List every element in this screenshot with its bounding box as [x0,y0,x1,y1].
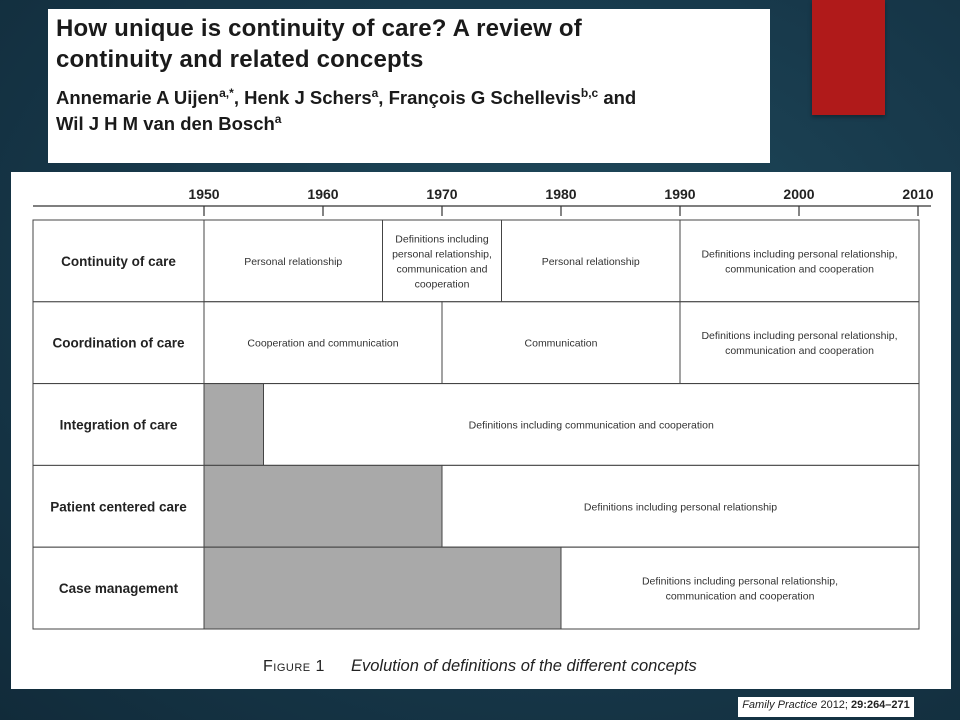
author [244,87,388,108]
segment-text: personal relationship, [392,248,492,261]
row-label: Patient centered care [50,499,187,515]
segment-text: communication and [396,263,488,276]
segment-text: Cooperation and communication [247,337,399,350]
axis-tick-label: 2000 [783,186,815,202]
segment-shaded [204,465,442,547]
author-separator: and [598,87,637,108]
segment-box [680,302,919,384]
axis-tick-label: 1950 [188,186,220,202]
paper-header [48,9,770,163]
segment-text: Definitions including personal relationship, [641,575,839,588]
timeline-row [33,465,919,547]
citation-year: 2012; [820,699,848,711]
figure-panel [11,172,951,689]
segment-text: communication and cooperation [665,590,815,603]
author-name: Wil J H M van den Bosch [56,113,275,134]
citation-journal: Family Practice [742,699,818,711]
segment-text: Definitions including personal relationship, [701,330,898,343]
axis-tick-label: 2010 [902,186,934,202]
caption-text: Evolution of definitions of the different concepts [351,657,697,675]
segment-box [561,547,919,629]
axis-tick-label: 1990 [664,186,696,202]
timeline-rows [33,220,919,629]
timeline-axis [33,186,934,216]
segment-text: communication and cooperation [725,345,874,358]
author-affiliation: a [371,85,379,100]
timeline-row [33,302,919,384]
segment-text: Communication [524,337,598,350]
author [389,87,637,108]
row-label: Continuity of care [61,253,176,269]
author [56,87,244,108]
timeline-row [33,547,919,629]
segment-text: cooperation [414,278,470,291]
segment-text: Personal relationship [244,255,343,268]
segment-box [680,220,919,302]
row-label: Case management [58,581,179,597]
author-name: Annemarie A Uijen [56,87,220,108]
author-affiliation: b,c [580,85,599,100]
author-affiliation: a [274,111,282,126]
author-separator: , [378,87,389,108]
axis-tick-label: 1970 [426,186,458,202]
citation [738,697,914,717]
segment-text: Definitions including personal relationship, [701,248,898,261]
figure-caption [263,657,697,675]
paper-title [56,13,762,75]
accent-block [812,0,885,115]
row-label: Integration of care [59,417,178,433]
timeline-row [33,220,919,302]
author [56,113,281,134]
segment-text: Definitions including [395,233,489,246]
citation-volume: 29:264–271 [851,699,910,711]
paper-authors [56,85,762,137]
paper-title-line-2: continuity and related concepts [56,46,424,73]
segment-text: Definitions including personal relationship [583,501,778,514]
timeline-figure [11,172,951,689]
segment-text: communication and cooperation [725,263,874,276]
author-name: Henk J Schers [244,87,372,108]
paper-title-line-1: How unique is continuity of care? A review of [56,15,582,42]
author-affiliation: a,* [219,85,234,100]
timeline-row [33,384,919,466]
segment-shaded [204,547,561,629]
segment-text: Personal relationship [541,255,640,268]
caption-label: Figure 1 [263,658,325,675]
segment-shaded [204,384,264,466]
row-label: Coordination of care [52,335,185,351]
author-separator: , [233,87,245,108]
author-name: François G Schellevis [388,87,581,108]
axis-tick-label: 1980 [545,186,577,202]
axis-tick-label: 1960 [307,186,339,202]
segment-text: Definitions including communication and cooperation [468,419,714,432]
